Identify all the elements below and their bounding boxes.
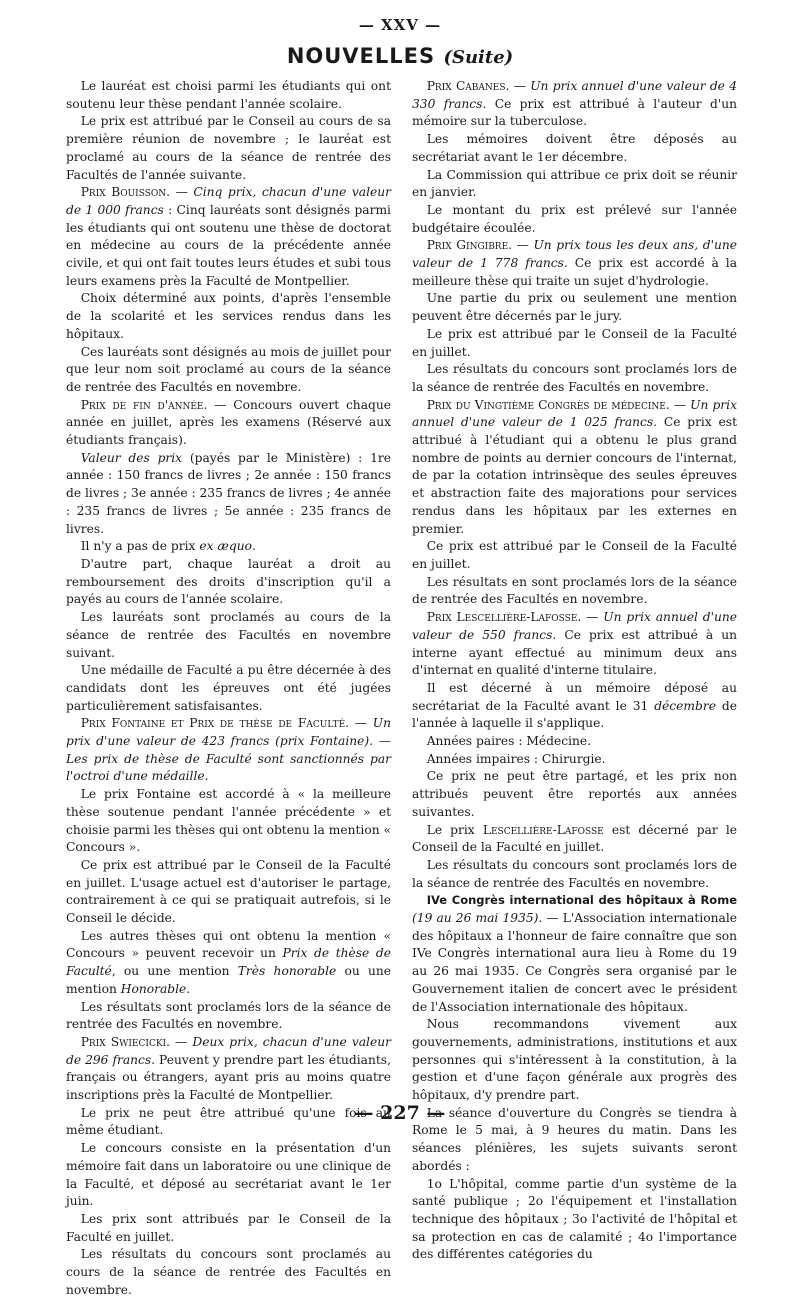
small-caps-heading: Prix Gingibre. xyxy=(426,238,513,253)
paragraph: Années paires : Médecine. xyxy=(426,734,592,749)
paragraph: Prix Bouisson. — Cinq prix, chacun d'une valeur de 1 000 francs : Cinq lauréats sont désignés parmi les étudiants qui ont soutenu une thèse de doctorat en médecine au cours de la précédente année civile, et qui ont fait toutes leurs études et subi tous leurs examens près la Faculté de Montpellier. xyxy=(66,185,391,288)
paragraph: Années impaires : Chirurgie. xyxy=(426,751,606,766)
italic-text: Très honorable xyxy=(237,964,337,979)
paragraph: Prix Fontaine et Prix de thèse de Faculté. — Un prix d'une valeur de 423 francs (prix Fontaine). — Les prix de thèse de Faculté sont sanctionnés par l'octroi d'une médaille. xyxy=(66,716,391,784)
italic-text: Cinq prix, chacun d'une valeur de 1 000 francs xyxy=(66,185,391,217)
paragraph: Les résultats en sont proclamés lors de la séance de rentrée des Facultés en novembre. xyxy=(412,574,737,607)
paragraph: Les lauréats sont proclamés au cours de la séance de rentrée des Facultés en novembre suivant. xyxy=(66,610,391,660)
paragraph: Ce prix est attribué par le Conseil de la Faculté en juillet. xyxy=(412,539,737,571)
italic-text: Prix de thèse de Faculté xyxy=(66,946,391,979)
italic-text: Honorable xyxy=(120,981,187,996)
italic-text: ex æquo xyxy=(199,539,253,554)
small-caps-heading: Prix Lescellière-Lafosse. xyxy=(426,610,582,625)
page-number: — 227 — xyxy=(354,1102,446,1124)
italic-text: Un prix tous les deux ans, d'une valeur de 1 778 francs xyxy=(412,238,738,271)
page-title xyxy=(0,44,800,68)
paragraph: Le prix est attribué par le Conseil au cours de sa première réunion de novembre ; le lauréat est proclamé au cours de la séance de rentrée des Facultés de l'année suivante. xyxy=(66,114,391,182)
small-caps-heading: Lescellière-Lafosse xyxy=(482,822,604,837)
italic-text: Un prix annuel d'une valeur de 4 330 francs xyxy=(412,79,737,111)
paragraph: Les résultats du concours sont proclamés lors de la séance de rentrée des Facultés en novembre. xyxy=(412,362,737,394)
paragraph: IVe Congrès international des hôpitaux à Rome (19 au 26 mai 1935). — L'Association internationale des hôpitaux a l'honneur de faire connaître que son IVe Congrès international aura lieu à Rome du 19 au 26 mai 1935. Ce Congrès sera organisé par le Gouvernement italien de concert avec le président de l'Association internationale des hôpitaux. xyxy=(412,893,738,1014)
paragraph: Le prix ne peut être attribué qu'une fois au même étudiant. xyxy=(66,1105,391,1138)
italic-text: Un prix annuel d'une valeur de 550 francs xyxy=(412,610,737,642)
paragraph: Nous recommandons vivement aux gouvernements, administrations, institutions et aux personnes qui s'intéressent à la constitution, à la gestion et d'une façon générale aux progrès des hôpitaux, d'y prendre part. xyxy=(412,1017,737,1103)
small-caps-heading: Prix du Vingtième Congrès de médecine. xyxy=(426,397,670,412)
roman-page-number: — XXV — xyxy=(358,16,442,34)
paragraph: Le prix Fontaine est accordé à « la meilleure thèse soutenue pendant l'année précédente » et choisie parmi les thèses qui ont obtenu la mention « Concours ». xyxy=(66,787,391,855)
paragraph: Le montant du prix est prélevé sur l'année budgétaire écoulée. xyxy=(412,202,737,235)
paragraph: Il n'y a pas de prix ex æquo. xyxy=(80,539,256,554)
paragraph: Les autres thèses qui ont obtenu la mention « Concours » peuvent recevoir un Prix de thèse de Faculté, ou une mention Très honorable ou une mention Honorable. xyxy=(66,928,391,996)
title-text: NOUVELLES xyxy=(286,44,436,68)
small-caps-heading: Prix Fontaine et Prix de thèse de Faculté. xyxy=(80,716,350,731)
paragraph: 1o L'hôpital, comme partie d'un système de la santé publique ; 2o l'équipement et l'installation technique des hôpitaux ; 3o l'activité de l'hôpital et sa protection en cas de calamité ; 4o l'importance des différentes catégories du xyxy=(412,1176,737,1262)
paragraph: Prix Gingibre. — Un prix tous les deux ans, d'une valeur de 1 778 francs. Ce prix est accordé à la meilleure thèse qui traite un sujet d'hydrologie. xyxy=(412,238,738,288)
italic-text: Un prix annuel d'une valeur de 1 025 francs xyxy=(412,397,737,430)
paragraph: D'autre part, chaque lauréat a droit au remboursement des droits d'inscription qu'il a payés au cours de l'année scolaire. xyxy=(66,556,391,607)
paragraph: Le prix Lescellière-Lafosse est décerné par le Conseil de la Faculté en juillet. xyxy=(412,822,737,855)
paragraph: Choix déterminé aux points, d'après l'ensemble de la scolarité et les services rendus dans les hôpitaux. xyxy=(66,291,391,341)
paragraph: Les mémoires doivent être déposés au secrétariat avant le 1er décembre. xyxy=(412,132,737,164)
paragraph: Les prix sont attribués par le Conseil de la Faculté en juillet. xyxy=(66,1212,391,1244)
small-caps-heading: Prix de fin d'année. xyxy=(80,397,208,412)
paragraph: Les résultats sont proclamés lors de la séance de rentrée des Facultés en novembre. xyxy=(66,999,391,1032)
italic-text: (19 au 26 mai 1935) xyxy=(412,911,539,926)
paragraph: Prix Lescellière-Lafosse. — Un prix annuel d'une valeur de 550 francs. Ce prix est attribué à un interne ayant effectué au minimum deux ans d'internat en qualité d'interne titulaire. xyxy=(412,610,737,678)
paragraph: La séance d'ouverture du Congrès se tiendra à Rome le 5 mai, à 9 heures du matin. Dans les séances plénières, les sujets suivants seront abordés : xyxy=(412,1105,737,1173)
small-caps-heading: Prix Cabanes. xyxy=(426,79,510,93)
paragraph: Le concours consiste en la présentation d'un mémoire fait dans un laboratoire ou une clinique de la Faculté, et déposé au secrétariat avant le 1er juin. xyxy=(66,1141,391,1209)
right-column xyxy=(412,78,737,1264)
paragraph: Valeur des prix (payés par le Ministère) : 1re année : 150 francs de livres ; 2e année : 150 francs de livres ; 3e année : 235 francs de livres ; 4e année : 235 francs de livres ; 5e année : 235 francs de livres. xyxy=(66,450,391,536)
paragraph: Prix Swiecicki. — Deux prix, chacun d'une valeur de 296 francs. Peuvent y prendre part les étudiants, français ou étrangers, ayant pris au moins quatre inscriptions près la Faculté de Montpellier. xyxy=(66,1034,391,1103)
paragraph: Prix Cabanes. — Un prix annuel d'une valeur de 4 330 francs. Ce prix est attribué à l'auteur d'un mémoire sur la tuberculose. xyxy=(412,79,737,129)
paragraph: Les résultats du concours sont proclamés lors de la séance de rentrée des Facultés en novembre. xyxy=(412,857,737,890)
paragraph: Le lauréat est choisi parmi les étudiants qui ont soutenu leur thèse pendant l'année scolaire. xyxy=(66,79,391,111)
paragraph: Une partie du prix ou seulement une mention peuvent être décernés par le jury. xyxy=(412,291,737,324)
small-caps-heading: Prix Bouisson. xyxy=(80,185,171,200)
paragraph: Ces lauréats sont désignés au mois de juillet pour que leur nom soit proclamé au cours de la séance de rentrée des Facultés en novembre. xyxy=(66,344,391,394)
paragraph: Les résultats du concours sont proclamés au cours de la séance de rentrée des Facultés en novembre. xyxy=(66,1247,391,1297)
paragraph: Le prix est attribué par le Conseil de la Faculté en juillet. xyxy=(412,326,737,359)
paragraph: Prix du Vingtième Congrès de médecine. — Un prix annuel d'une valeur de 1 025 francs. Ce prix est attribué à l'étudiant qui a obtenu le plus grand nombre de points au dernier concours de l'internat, de par la cotation intrinsèque des seules épreuves et abstraction faite des majorations pour services rendus dans les hôpitaux par les externes en premier. xyxy=(412,397,737,536)
paragraph: Une médaille de Faculté a pu être décernée à des candidats dont les épreuves ont été jugées particulièrement satisfaisantes. xyxy=(66,663,391,713)
italic-text: Valeur des prix xyxy=(80,450,183,465)
bold-heading: IVe Congrès international des hôpitaux à Rome xyxy=(426,893,737,908)
paragraph: Ce prix est attribué par le Conseil de la Faculté en juillet. L'usage actuel est d'autoriser le partage, contrairement à ce qui se pratiquait autrefois, si le Conseil le décide. xyxy=(66,857,391,926)
title-suite: (Suite) xyxy=(443,47,514,68)
paragraph: Il est décerné à un mémoire déposé au secrétariat de la Faculté avant le 31 décembre de l'année à laquelle il s'applique. xyxy=(412,680,737,731)
paragraph: Ce prix ne peut être partagé, et les prix non attribués peuvent être reportés aux années suivantes. xyxy=(412,769,737,819)
italic-text: Un prix d'une valeur de 423 francs (prix Fontaine). — Les prix de thèse de Faculté sont sanctionnés par l'octroi d'une médaille. xyxy=(66,716,391,784)
paragraph: La Commission qui attribue ce prix doit se réunir en janvier. xyxy=(412,167,737,200)
italic-text: Deux prix, chacun d'une valeur de 296 francs xyxy=(66,1034,391,1067)
small-caps-heading: Prix Swiecicki. xyxy=(80,1034,170,1049)
italic-text: décembre xyxy=(654,698,716,713)
paragraph: Prix de fin d'année. — Concours ouvert chaque année en juillet, après les examens (Réservé aux étudiants français). xyxy=(66,397,391,448)
